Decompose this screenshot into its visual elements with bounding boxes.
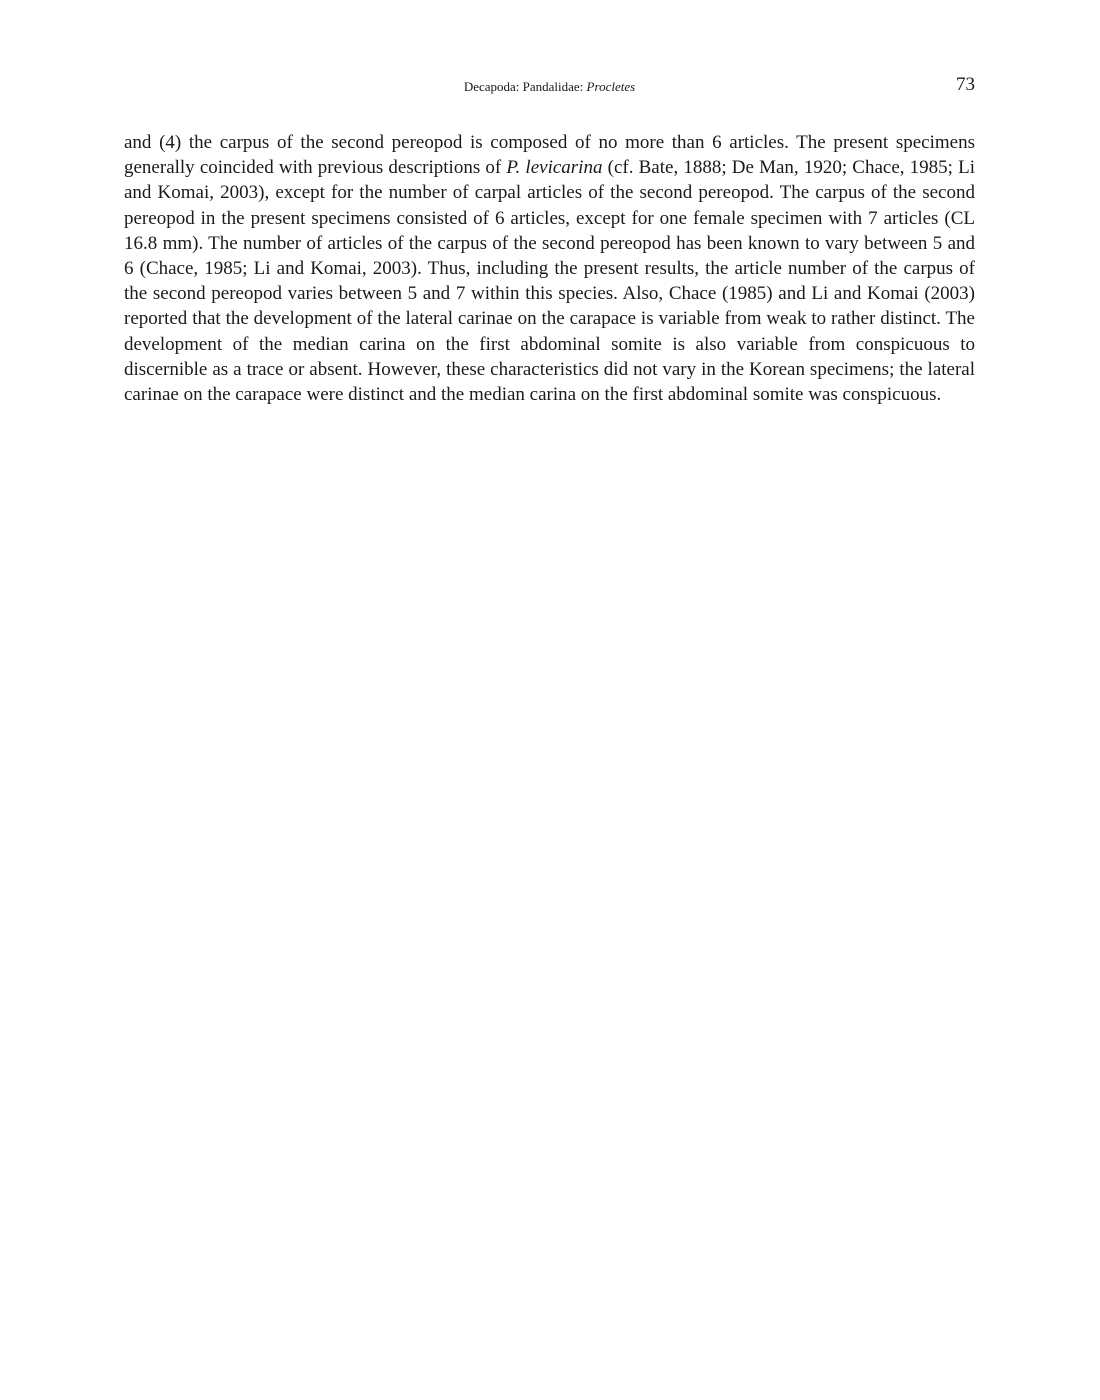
page-number: 73 xyxy=(956,74,975,95)
running-head-genus: Procletes xyxy=(586,79,636,94)
running-head-prefix: Decapoda: Pandalidae: xyxy=(463,79,587,94)
species-name: P. levicarina xyxy=(506,157,603,179)
running-head xyxy=(124,78,975,96)
body-paragraph xyxy=(124,130,975,407)
page-header xyxy=(124,74,975,100)
body-text-part-2: (cf. Bate, 1888; De Man, 1920; Chace, 1985; Li and Komai, 2003), except for the number of carpal articles of the second pereopod. The carpus of the second pereopod in the present specimens consisted of 6 articles, except for one female specimen with 7 articles (CL 16.8 mm). The number of articles of the carpus of the second pereopod has been known to vary between 5 and 6 (Chace, 1985; Li and Komai, 2003). Thus, including the present results, the article number of the carpus of the second pereopod varies between 5 and 7 within this species. Also, Chace (1985) and Li and Komai (2003) reported that the development of the lateral carinae on the carapace is variable from weak to rather distinct. The development of the median carina on the first abdominal somite is also variable from conspicuous to discernible as a trace or absent. However, these characteristics did not vary in the Korean specimens; the lateral carinae on the carapace were distinct and the median carina on the first abdominal somite was conspicuous. xyxy=(124,157,975,406)
body-text-part-1: and (4) the carpus of the second pereopod is composed of no more than 6 articles. The present specimens generally coincided with previous descriptions of xyxy=(124,132,975,179)
